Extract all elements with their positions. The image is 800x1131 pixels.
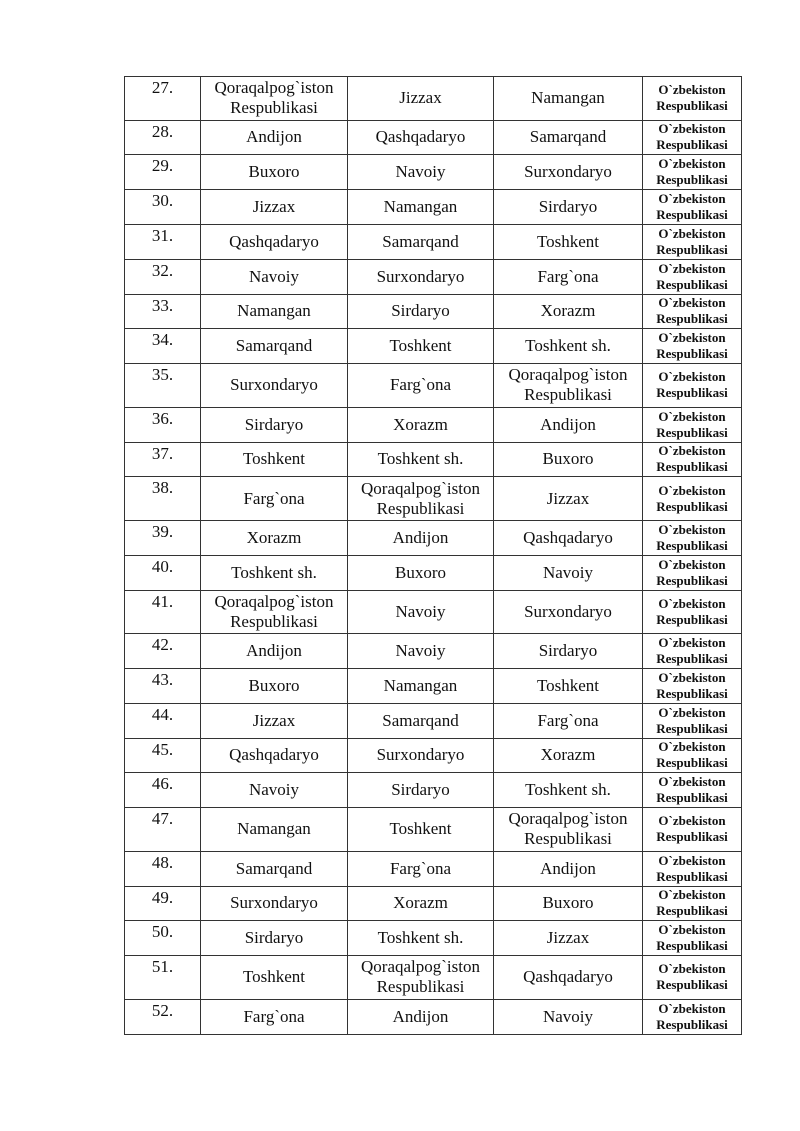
row-number: 49. (125, 886, 201, 921)
region-cell: Xorazm (494, 294, 643, 329)
region-cell: Qoraqalpog`iston Respublikasi (201, 77, 348, 121)
region-cell: Namangan (494, 77, 643, 121)
region-cell: Andijon (494, 851, 643, 886)
region-cell: Samarqand (201, 329, 348, 364)
republic-cell: O`zbekiston Respublikasi (643, 329, 742, 364)
region-cell: Navoiy (201, 773, 348, 808)
row-number: 51. (125, 956, 201, 1000)
region-cell: Buxoro (201, 668, 348, 703)
region-cell: Toshkent sh. (348, 921, 494, 956)
region-cell: Sirdaryo (201, 407, 348, 442)
table-row (125, 520, 742, 555)
row-number: 29. (125, 155, 201, 190)
table-row (125, 294, 742, 329)
row-number: 34. (125, 329, 201, 364)
region-cell: Xorazm (348, 886, 494, 921)
table-row (125, 921, 742, 956)
regions-table-body (125, 77, 742, 1035)
region-cell: Navoiy (348, 590, 494, 634)
table-row (125, 851, 742, 886)
region-cell: Qashqadaryo (494, 520, 643, 555)
table-row (125, 956, 742, 1000)
region-cell: Toshkent (348, 329, 494, 364)
region-cell: Namangan (348, 668, 494, 703)
region-cell: Toshkent sh. (201, 555, 348, 590)
table-row (125, 77, 742, 121)
table-row (125, 442, 742, 477)
table-row (125, 738, 742, 773)
region-cell: Namangan (201, 294, 348, 329)
region-cell: Navoiy (348, 155, 494, 190)
region-cell: Toshkent (201, 442, 348, 477)
region-cell: Andijon (348, 520, 494, 555)
table-row (125, 224, 742, 259)
region-cell: Qashqadaryo (348, 120, 494, 155)
republic-cell: O`zbekiston Respublikasi (643, 442, 742, 477)
row-number: 46. (125, 773, 201, 808)
table-row (125, 155, 742, 190)
region-cell: Qoraqalpog`iston Respublikasi (201, 590, 348, 634)
region-cell: Xorazm (201, 520, 348, 555)
table-row (125, 773, 742, 808)
table-row (125, 668, 742, 703)
region-cell: Buxoro (494, 886, 643, 921)
table-row (125, 120, 742, 155)
region-cell: Samarqand (494, 120, 643, 155)
table-row (125, 999, 742, 1034)
row-number: 38. (125, 477, 201, 521)
republic-cell: O`zbekiston Respublikasi (643, 77, 742, 121)
region-cell: Andijon (201, 634, 348, 669)
region-cell: Buxoro (494, 442, 643, 477)
row-number: 48. (125, 851, 201, 886)
region-cell: Sirdaryo (348, 773, 494, 808)
region-cell: Sirdaryo (494, 634, 643, 669)
region-cell: Jizzax (494, 921, 643, 956)
region-cell: Farg`ona (494, 259, 643, 294)
row-number: 50. (125, 921, 201, 956)
region-cell: Farg`ona (348, 364, 494, 408)
row-number: 32. (125, 259, 201, 294)
republic-cell: O`zbekiston Respublikasi (643, 407, 742, 442)
table-row (125, 329, 742, 364)
region-cell: Surxondaryo (494, 590, 643, 634)
row-number: 52. (125, 999, 201, 1034)
region-cell: Qoraqalpog`iston Respublikasi (494, 364, 643, 408)
row-number: 36. (125, 407, 201, 442)
table-row (125, 886, 742, 921)
row-number: 33. (125, 294, 201, 329)
row-number: 31. (125, 224, 201, 259)
region-cell: Navoiy (494, 999, 643, 1034)
region-cell: Andijon (201, 120, 348, 155)
row-number: 45. (125, 738, 201, 773)
table-row (125, 703, 742, 738)
republic-cell: O`zbekiston Respublikasi (643, 294, 742, 329)
republic-cell: O`zbekiston Respublikasi (643, 224, 742, 259)
table-row (125, 634, 742, 669)
row-number: 44. (125, 703, 201, 738)
region-cell: Jizzax (494, 477, 643, 521)
region-cell: Surxondaryo (348, 738, 494, 773)
republic-cell: O`zbekiston Respublikasi (643, 634, 742, 669)
region-cell: Namangan (348, 190, 494, 225)
row-number: 40. (125, 555, 201, 590)
row-number: 28. (125, 120, 201, 155)
region-cell: Buxoro (201, 155, 348, 190)
region-cell: Namangan (201, 808, 348, 852)
republic-cell: O`zbekiston Respublikasi (643, 120, 742, 155)
region-cell: Sirdaryo (494, 190, 643, 225)
region-cell: Farg`ona (201, 477, 348, 521)
region-cell: Navoiy (201, 259, 348, 294)
region-cell: Navoiy (494, 555, 643, 590)
row-number: 47. (125, 808, 201, 852)
republic-cell: O`zbekiston Respublikasi (643, 259, 742, 294)
region-cell: Samarqand (348, 224, 494, 259)
republic-cell: O`zbekiston Respublikasi (643, 555, 742, 590)
region-cell: Farg`ona (494, 703, 643, 738)
region-cell: Sirdaryo (348, 294, 494, 329)
table-row (125, 259, 742, 294)
table-row (125, 555, 742, 590)
table-row (125, 477, 742, 521)
republic-cell: O`zbekiston Respublikasi (643, 590, 742, 634)
republic-cell: O`zbekiston Respublikasi (643, 190, 742, 225)
table-row (125, 364, 742, 408)
region-cell: Jizzax (201, 703, 348, 738)
republic-cell: O`zbekiston Respublikasi (643, 956, 742, 1000)
region-cell: Farg`ona (201, 999, 348, 1034)
republic-cell: O`zbekiston Respublikasi (643, 999, 742, 1034)
region-cell: Qoraqalpog`iston Respublikasi (348, 956, 494, 1000)
region-cell: Xorazm (494, 738, 643, 773)
row-number: 43. (125, 668, 201, 703)
region-cell: Jizzax (348, 77, 494, 121)
region-cell: Surxondaryo (348, 259, 494, 294)
region-cell: Surxondaryo (201, 886, 348, 921)
row-number: 39. (125, 520, 201, 555)
region-cell: Farg`ona (348, 851, 494, 886)
region-cell: Toshkent (494, 224, 643, 259)
row-number: 35. (125, 364, 201, 408)
region-cell: Surxondaryo (494, 155, 643, 190)
region-cell: Toshkent sh. (494, 329, 643, 364)
table-row (125, 590, 742, 634)
region-cell: Andijon (494, 407, 643, 442)
region-cell: Qashqadaryo (494, 956, 643, 1000)
republic-cell: O`zbekiston Respublikasi (643, 921, 742, 956)
region-cell: Surxondaryo (201, 364, 348, 408)
region-cell: Buxoro (348, 555, 494, 590)
republic-cell: O`zbekiston Respublikasi (643, 886, 742, 921)
row-number: 27. (125, 77, 201, 121)
regions-table (124, 76, 742, 1035)
row-number: 30. (125, 190, 201, 225)
republic-cell: O`zbekiston Respublikasi (643, 520, 742, 555)
table-row (125, 808, 742, 852)
row-number: 42. (125, 634, 201, 669)
row-number: 41. (125, 590, 201, 634)
region-cell: Xorazm (348, 407, 494, 442)
republic-cell: O`zbekiston Respublikasi (643, 851, 742, 886)
region-cell: Toshkent (201, 956, 348, 1000)
region-cell: Qashqadaryo (201, 224, 348, 259)
region-cell: Toshkent (494, 668, 643, 703)
region-cell: Toshkent sh. (348, 442, 494, 477)
republic-cell: O`zbekiston Respublikasi (643, 364, 742, 408)
region-cell: Samarqand (201, 851, 348, 886)
table-row (125, 190, 742, 225)
region-cell: Toshkent (348, 808, 494, 852)
republic-cell: O`zbekiston Respublikasi (643, 477, 742, 521)
republic-cell: O`zbekiston Respublikasi (643, 773, 742, 808)
region-cell: Samarqand (348, 703, 494, 738)
region-cell: Navoiy (348, 634, 494, 669)
republic-cell: O`zbekiston Respublikasi (643, 808, 742, 852)
region-cell: Andijon (348, 999, 494, 1034)
row-number: 37. (125, 442, 201, 477)
republic-cell: O`zbekiston Respublikasi (643, 155, 742, 190)
region-cell: Qoraqalpog`iston Respublikasi (348, 477, 494, 521)
region-cell: Jizzax (201, 190, 348, 225)
table-row (125, 407, 742, 442)
region-cell: Toshkent sh. (494, 773, 643, 808)
region-cell: Qashqadaryo (201, 738, 348, 773)
republic-cell: O`zbekiston Respublikasi (643, 668, 742, 703)
region-cell: Sirdaryo (201, 921, 348, 956)
republic-cell: O`zbekiston Respublikasi (643, 703, 742, 738)
region-cell: Qoraqalpog`iston Respublikasi (494, 808, 643, 852)
republic-cell: O`zbekiston Respublikasi (643, 738, 742, 773)
